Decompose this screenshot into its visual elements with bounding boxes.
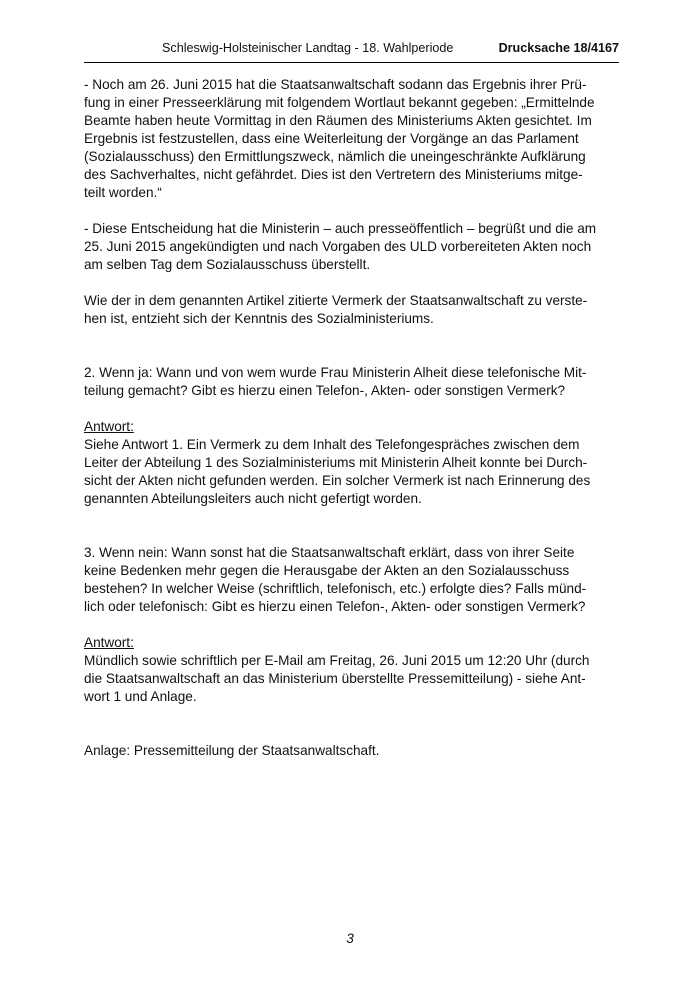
attachment-note: [84, 742, 620, 760]
text-line: am selben Tag dem Sozialausschuss überstellt.: [84, 257, 371, 272]
text-line: sicht der Akten nicht gefunden werden. Ein solcher Vermerk ist nach Erinnerung des: [84, 473, 591, 488]
text-line: - Diese Entscheidung hat die Ministerin – auch presseöffentlich – begrüßt und die am: [84, 221, 597, 236]
document-body: [84, 76, 620, 760]
text-line: Anlage: Pressemitteilung der Staatsanwaltschaft.: [84, 743, 380, 758]
text-line: Ergebnis ist festzustellen, dass eine Weiterleitung der Vorgänge an das Parlament: [84, 131, 579, 146]
text-line: lich oder telefonisch: Gibt es hierzu einen Telefon-, Akten- oder sonstigen Vermerk?: [84, 599, 586, 614]
paragraph-decision: [84, 220, 620, 274]
answer-2: [84, 418, 620, 508]
paragraph-note: [84, 292, 620, 328]
text-line: - Noch am 26. Juni 2015 hat die Staatsanwaltschaft sodann das Ergebnis ihrer Prü-: [84, 77, 587, 92]
text-line: Wie der in dem genannten Artikel zitierte Vermerk der Staatsanwaltschaft zu verste-: [84, 293, 588, 308]
text-line: genannten Abteilungsleiters auch nicht gefertigt worden.: [84, 491, 422, 506]
text-line: Beamte haben heute Vormittag in den Räumen des Ministeriums Akten gesichtet. Im: [84, 113, 592, 128]
text-line: hen ist, entzieht sich der Kenntnis des Sozialministeriums.: [84, 311, 434, 326]
text-line: 3. Wenn nein: Wann sonst hat die Staatsanwaltschaft erklärt, dass von ihrer Seite: [84, 545, 575, 560]
question-2: [84, 364, 620, 400]
text-line: Leiter der Abteilung 1 des Sozialministeriums mit Ministerin Alheit konnte bei Durch-: [84, 455, 588, 470]
header-title: Schleswig-Holsteinischer Landtag - 18. Wahlperiode: [162, 41, 454, 55]
text-line: teilung gemacht? Gibt es hierzu einen Telefon-, Akten- oder sonstigen Vermerk?: [84, 383, 566, 398]
question-3: [84, 544, 620, 616]
page-header: [84, 40, 619, 63]
text-line: keine Bedenken mehr gegen die Herausgabe der Akten an den Sozialausschuss: [84, 563, 570, 578]
text-line: 25. Juni 2015 angekündigten und nach Vorgaben des ULD vorbereiteten Akten noch: [84, 239, 592, 254]
page-number: 3: [346, 931, 354, 946]
document-number: Drucksache 18/4167: [498, 41, 619, 55]
text-line: bestehen? In welcher Weise (schriftlich, telefonisch, etc.) erfolgte dies? Falls münd-: [84, 581, 587, 596]
text-line: Mündlich sowie schriftlich per E-Mail am Freitag, 26. Juni 2015 um 12:20 Uhr (durch: [84, 653, 590, 668]
text-line: die Staatsanwaltschaft an das Ministerium überstellte Pressemitteilung) - siehe Ant-: [84, 671, 586, 686]
text-line: teilt worden.“: [84, 185, 162, 200]
text-line: fung in einer Presseerklärung mit folgendem Wortlaut bekannt gegeben: „Ermittelnde: [84, 95, 595, 110]
text-line: des Sachverhaltes, nicht gefährdet. Dies ist den Vertretern des Ministeriums mitge-: [84, 167, 583, 182]
text-line: wort 1 und Anlage.: [84, 689, 197, 704]
text-line: Siehe Antwort 1. Ein Vermerk zu dem Inhalt des Telefongespräches zwischen dem: [84, 437, 580, 452]
text-line: (Sozialausschuss) den Ermittlungszweck, nämlich die uneingeschränkte Aufklärung: [84, 149, 586, 164]
answer-label: Antwort:: [84, 635, 134, 650]
answer-3: [84, 634, 620, 706]
paragraph-press-statement: [84, 76, 620, 202]
answer-label: Antwort:: [84, 419, 134, 434]
text-line: 2. Wenn ja: Wann und von wem wurde Frau Ministerin Alheit diese telefonische Mit-: [84, 365, 587, 380]
